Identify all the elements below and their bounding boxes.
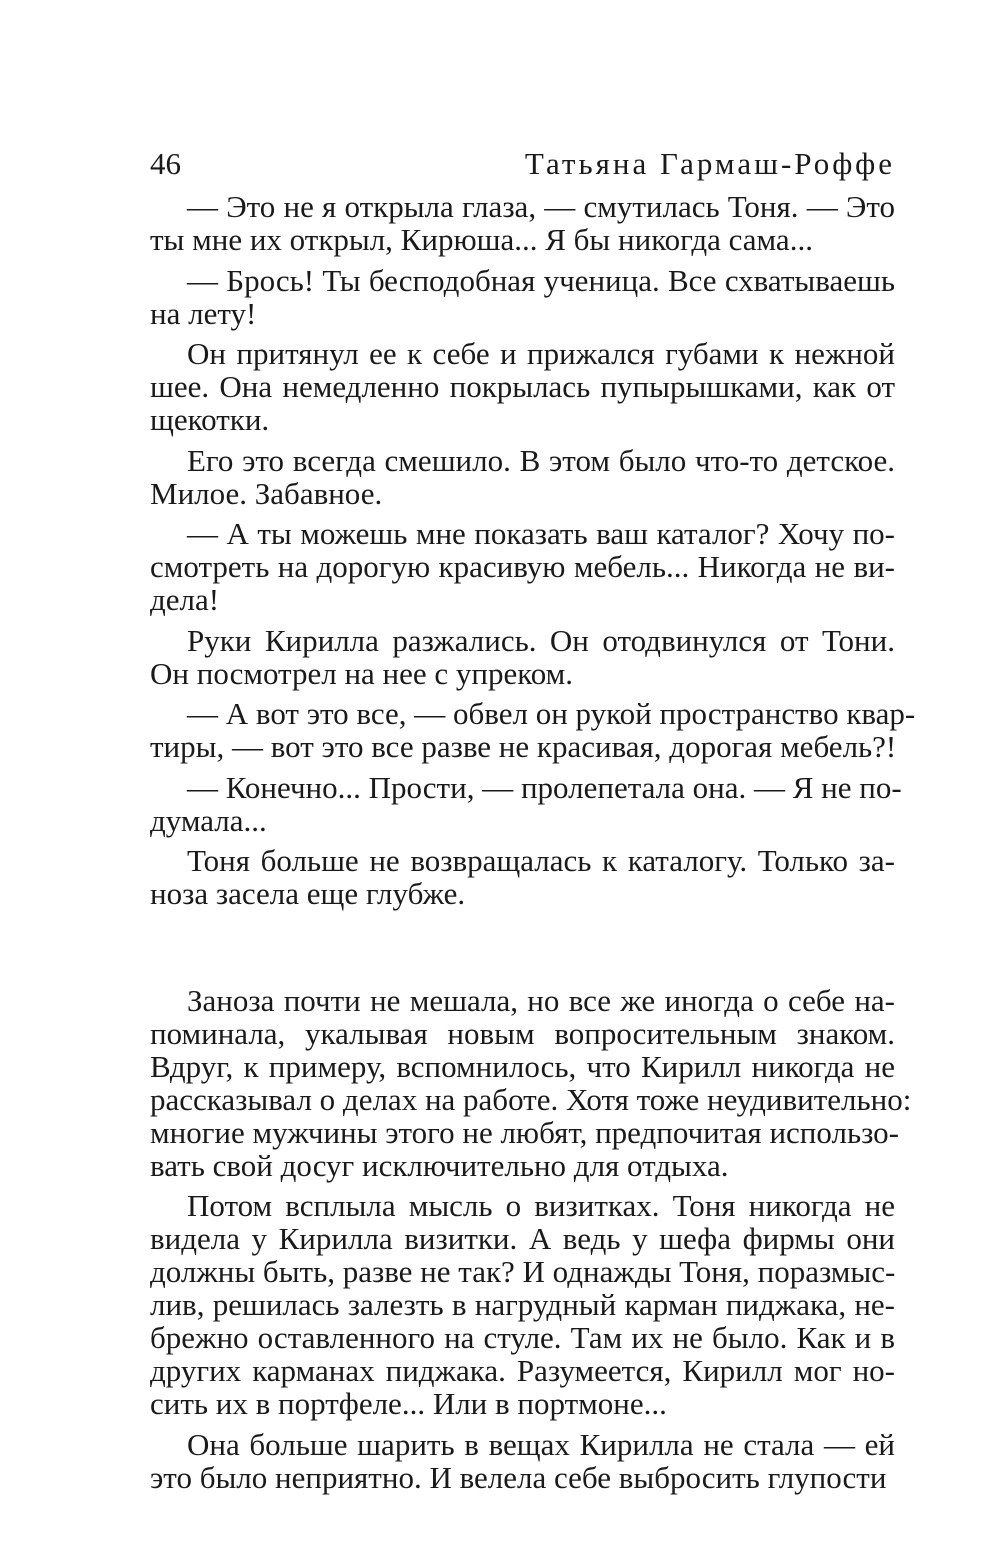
section-break [150,918,895,984]
text-line: это было неприятно. И велела себе выбросить глупости [150,1459,887,1495]
body-text [150,189,916,1495]
text-line: сить их в портфеле... Или в портмоне... [150,1386,667,1421]
text-line: ноза засела еще глубже. [150,876,466,911]
text-line: брежно оставленного на стуле. Там их не было. Как и в [150,1320,895,1355]
paragraph [150,769,902,838]
text-line: рассказывал о делах на работе. Хотя тоже неудивительно: [150,1081,912,1117]
text-line: тиры, — вот это все разве не красивая, дорогая мебель?! [150,729,897,764]
text-line: многие мужчины этого не любят, предпочитая использо- [150,1114,899,1150]
text-line: лив, решилась залезть в нагрудный карман пиджака, не- [150,1287,895,1322]
text-line: — А вот это все, — обвел он рукой пространство квар- [187,696,916,731]
text-line: Его это всегда смешило. В этом было что-то детское. [187,442,895,478]
paragraph [150,264,895,330]
paragraph [150,696,916,764]
text-line: должны быть, разве не так? И однажды Тоня, поразмыс- [150,1254,896,1289]
text-line: дела! [150,582,220,617]
text-line: думала... [150,802,267,838]
paragraph [150,517,895,616]
text-line: других карманах пиджака. Разумеется, Кирилл мог но- [150,1353,895,1388]
text-line: поминала, укалывая новым вопросительным знаком. [150,1015,895,1051]
text-section-1 [150,189,916,911]
paragraph [150,982,912,1183]
text-section-2 [150,982,912,1495]
text-line: Руки Кирилла разжались. Он отодвинулся от Тони. [187,622,895,658]
text-line: шее. Она немедленно покрылась пупырышками, как от [150,369,895,404]
book-page [150,138,916,1501]
running-head [150,138,895,190]
text-line: на лету! [150,295,257,331]
text-line: Милое. Забавное. [150,475,383,511]
text-line: Заноза почти не мешала, но все же иногда о себе на- [187,982,895,1018]
text-line: ты мне их открыл, Кирюша... Я бы никогда сама... [150,222,813,257]
text-line: Он посмотрел на нее с упреком. [150,655,574,691]
text-line: щекотки. [150,402,270,437]
text-line: вать свой досуг исключительно для отдыха. [150,1147,729,1183]
text-line: Она больше шарить в вещах Кирилла не стала — ей [187,1426,895,1462]
text-line: — Брось! Ты бесподобная ученица. Все схватываешь [187,262,895,298]
text-line: Тоня больше не возвращалась к каталогу. Только за- [187,843,895,878]
text-line: видела у Кирилла визитки. А ведь у шефа фирмы они [150,1221,895,1256]
text-line: Потом всплыла мысль о визитках. Тоня никогда не [187,1188,895,1223]
page-number: 46 [150,146,181,181]
running-title: Татьяна Гармаш-Роффе [524,146,895,181]
text-line: смотреть на дорогую красивую мебель... Никогда не ви- [150,549,895,584]
paragraph [150,1428,895,1494]
text-line: — Это не я открыла глаза, — смутилась Тоня. — Это [187,189,895,224]
paragraph [150,190,895,256]
paragraph [150,444,895,510]
paragraph [150,337,895,436]
paragraph [150,844,895,910]
text-line: Вдруг, к примеру, вспомнилось, что Кирилл никогда не [150,1048,895,1084]
paragraph [150,624,895,690]
paragraph [150,1189,895,1420]
text-line: Он притянул ее к себе и прижался губами к нежной [187,336,895,371]
text-line: — А ты можешь мне показать ваш каталог? Хочу по- [187,516,895,551]
text-line: — Конечно... Прости, — пролепетала она. — Я не по- [187,769,902,805]
